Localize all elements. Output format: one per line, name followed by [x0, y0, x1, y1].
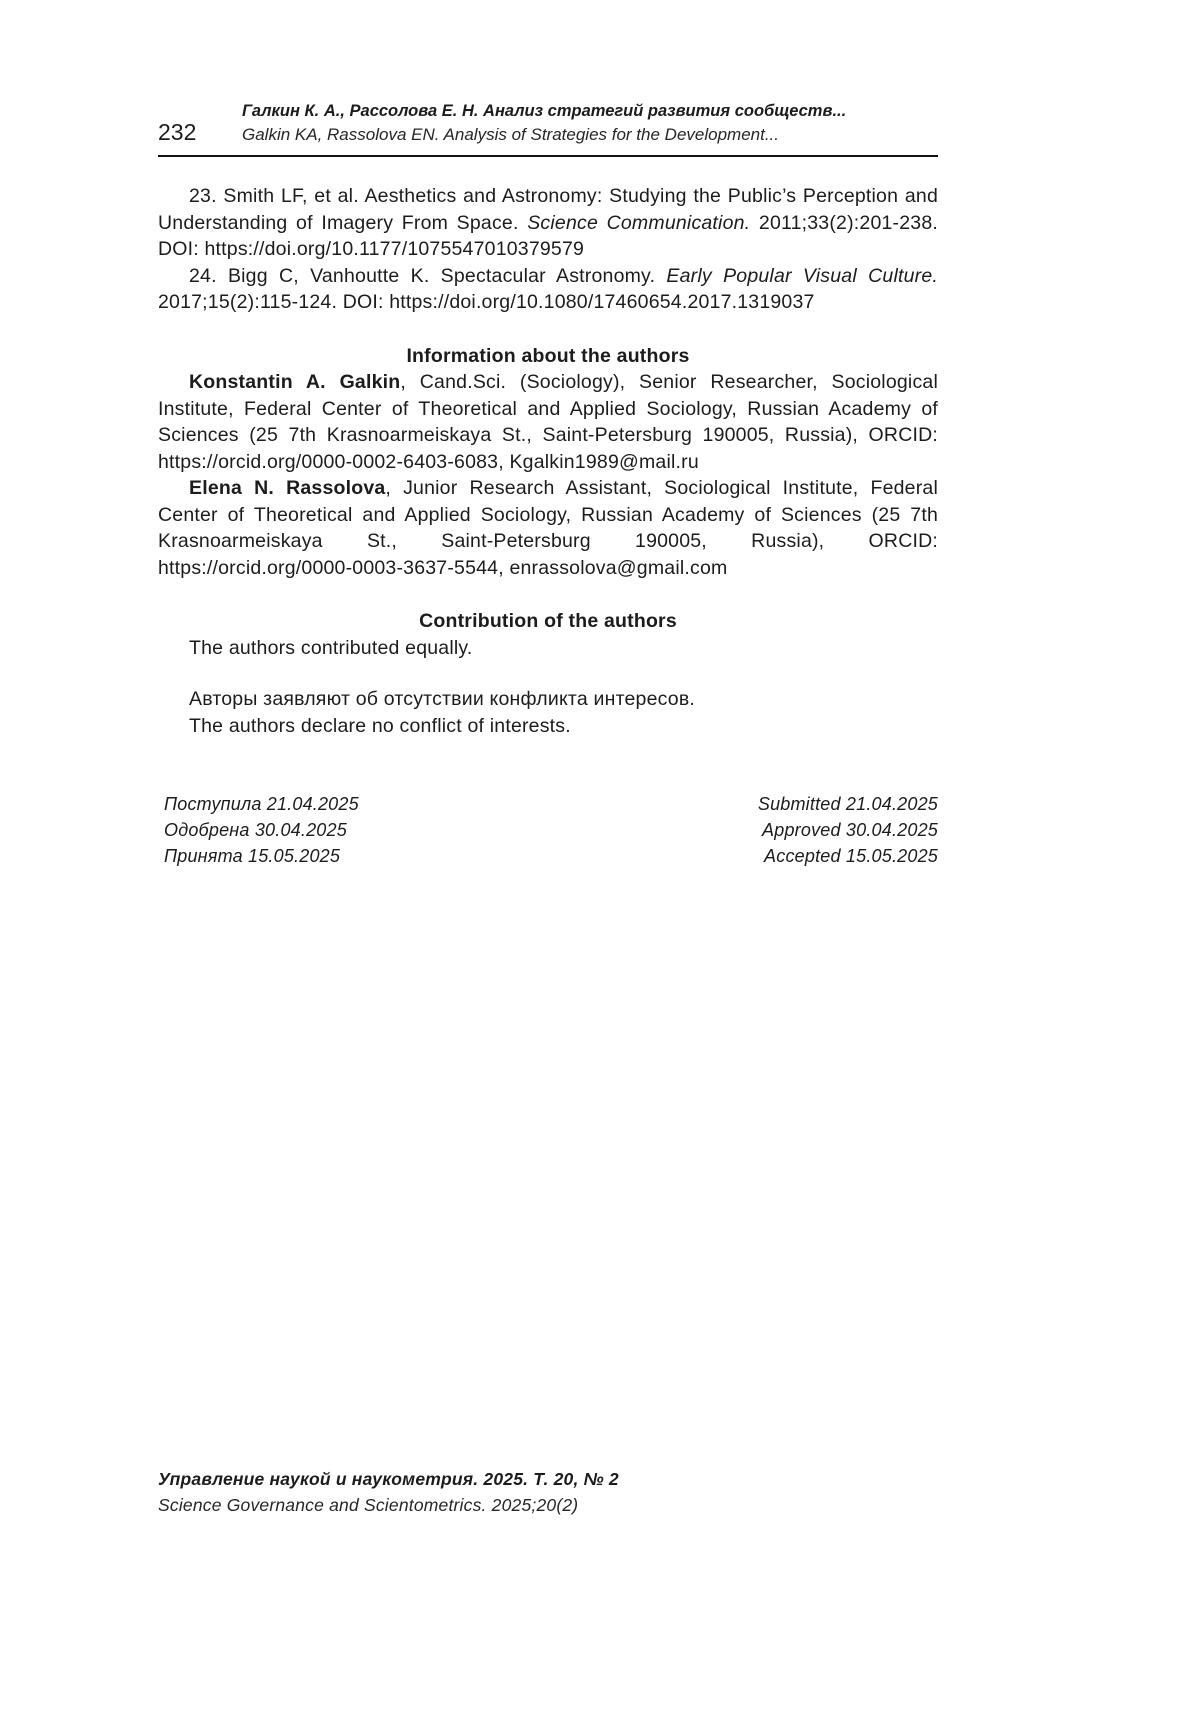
conflict-statement-en: The authors declare no conflict of interests.	[189, 714, 571, 737]
date-accepted-en: Accepted 15.05.2025	[764, 846, 938, 866]
dates-row	[158, 817, 938, 843]
reference-item	[158, 263, 938, 316]
reference-doi: 2017;15(2):115-124. DOI: https://doi.org/10.1080/17460654.2017.1319037	[158, 291, 815, 313]
reference-journal: Science Communication.	[527, 211, 751, 234]
references-block	[158, 183, 938, 316]
journal-line-en: Science Governance and Scientometrics. 2025;20(2)	[158, 1495, 579, 1515]
reference-item	[158, 183, 938, 263]
date-submitted-en: Submitted 21.04.2025	[757, 794, 938, 814]
authors-block	[158, 369, 938, 581]
page-content	[158, 100, 938, 869]
author-info	[158, 475, 938, 581]
journal-line-ru: Управление наукой и наукометрия. 2025. Т. 20, № 2	[158, 1469, 619, 1489]
author-details: , Cand.Sci. (Sociology), Senior Researcher, Sociological Institute, Federal Center of Theoretical and Applied Sociology, Russian Academy of Sciences (25 7th Krasnoarmeiskaya St., Saint-Petersburg 190005, Russia), ORCID: https://orcid.org/0000-0002-6403-6083, Kgalkin1989@mail.ru	[158, 371, 938, 473]
reference-journal: Early Popular Visual Culture.	[666, 264, 938, 287]
author-name: Konstantin A. Galkin	[189, 371, 401, 393]
running-title-en: Galkin KA, Rassolova EN. Analysis of Strategies for the Development...	[242, 125, 780, 144]
author-name: Elena N. Rassolova	[189, 477, 386, 499]
date-approved-en: Approved 30.04.2025	[762, 820, 938, 840]
date-submitted-ru: Поступила 21.04.2025	[164, 794, 359, 814]
page-footer	[158, 1466, 938, 1518]
author-info	[158, 369, 938, 475]
date-accepted-ru: Принята 15.05.2025	[164, 846, 341, 866]
dates-row	[158, 843, 938, 869]
authors-section-heading: Information about the authors	[406, 344, 690, 367]
spacer	[158, 661, 938, 686]
reference-doi: 2011;33(2):201-238. DOI: https://doi.org/10.1177/1075547010379579	[158, 211, 938, 260]
contribution-statement: The authors contributed equally.	[189, 636, 473, 659]
page-header	[158, 100, 938, 146]
reference-text: 23. Smith LF, et al. Aesthetics and Astronomy: Studying the Public’s Perception and Understanding of Imagery From Space.	[158, 185, 938, 234]
date-approved-ru: Одобрена 30.04.2025	[164, 820, 347, 840]
conflict-statement-ru: Авторы заявляют об отсутствии конфликта интересов.	[189, 688, 696, 710]
dates-block	[158, 791, 938, 869]
author-details: , Junior Research Assistant, Sociological Institute, Federal Center of Theoretical and Applied Sociology, Russian Academy of Sciences (25 7th Krasnoarmeiskaya St., Saint-Petersburg 190005, Russia), ORCID: https://orcid.org/0000-0003-3637-5544, enrassolova@gmail.com	[158, 477, 938, 579]
header-rule	[158, 155, 938, 157]
contribution-section-heading: Contribution of the authors	[419, 610, 677, 632]
reference-text: 24. Bigg C, Vanhoutte K. Spectacular Astronomy.	[189, 264, 667, 287]
page-number: 232	[158, 119, 197, 145]
dates-row	[158, 791, 938, 817]
running-title-ru: Галкин К. А., Рассолова Е. Н. Анализ стратегий развития сообществ...	[242, 102, 847, 120]
running-titles	[242, 100, 938, 146]
